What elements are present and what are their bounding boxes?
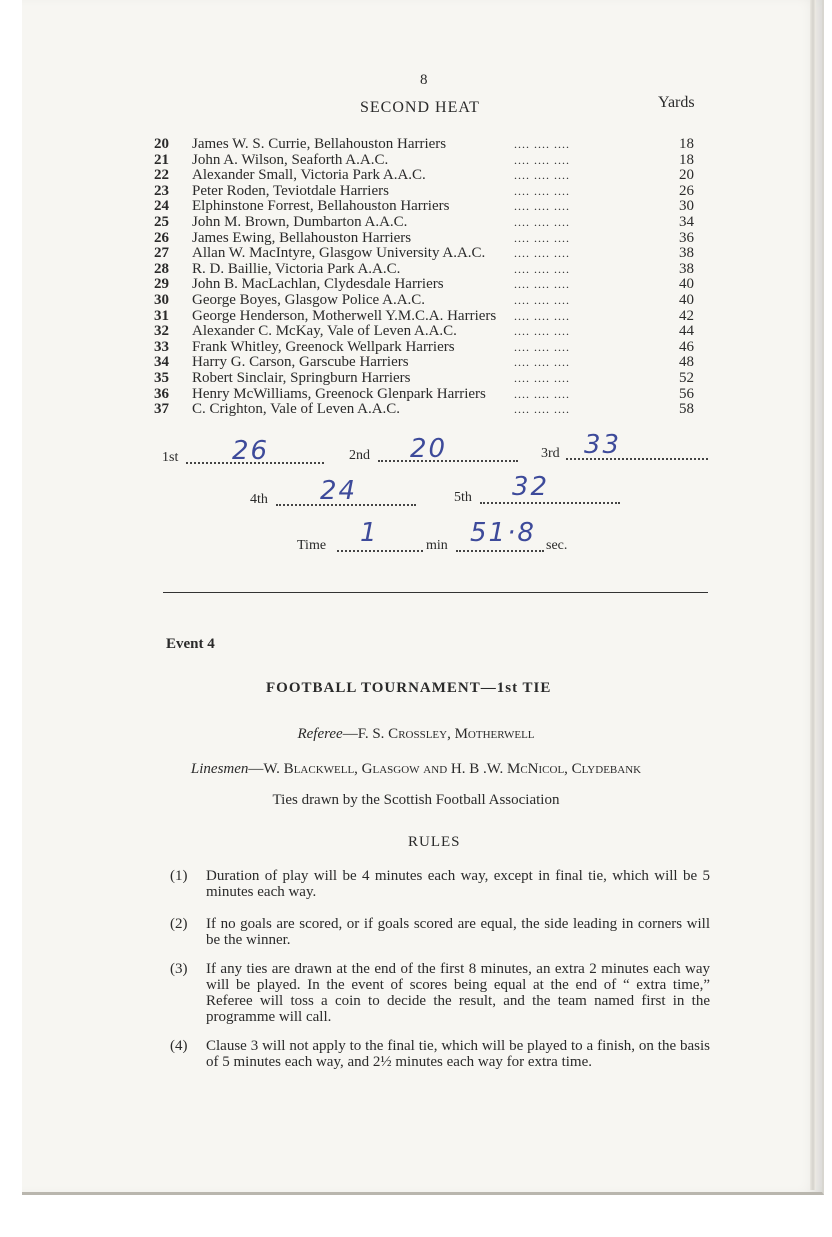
entry-name: Allan W. MacIntyre, Glasgow University A.A.C. — [192, 245, 486, 262]
entry-name: Henry McWilliams, Greenock Glenpark Harriers — [192, 385, 486, 402]
entry-name: Alexander Small, Victoria Park A.A.C. — [192, 167, 426, 184]
minutes-dotline — [337, 550, 423, 552]
entry-number: 28 — [154, 260, 169, 277]
entry-number: 22 — [154, 167, 169, 184]
sec-label: sec. — [546, 538, 568, 553]
rule-text: If any ties are drawn at the end of the first 8 minutes, an extra 2 minutes each way will be played. In the event of scores being equal at the end of “ extra time,” Referee will toss a coin to decide the result, and the team named first in the programme will call. — [206, 961, 710, 1025]
leader-dots: .... .... .... — [514, 137, 570, 151]
leader-dots: .... .... .... — [514, 168, 570, 183]
entry-number: 33 — [154, 338, 169, 355]
fifth-place-value: 32 — [512, 472, 550, 502]
referee-line — [0, 726, 832, 743]
yards-column-header: Yards — [658, 94, 695, 111]
page-fold-shadow — [810, 0, 816, 1190]
minutes-value: 1 — [360, 518, 379, 548]
entry-name: James Ewing, Bellahouston Harriers — [192, 229, 412, 246]
leader-dots: .... .... .... — [514, 402, 570, 417]
entry-yards: 40 — [679, 292, 694, 308]
entry-yards: 38 — [679, 245, 694, 262]
leader-dots: .... .... .... — [514, 199, 570, 214]
leader-dots: .... .... .... — [514, 277, 570, 292]
entry-name: Robert Sinclair, Springburn Harriers — [192, 370, 411, 386]
rule-number: (2) — [170, 916, 188, 932]
entry-yards: 44 — [679, 323, 694, 340]
entry-row — [154, 183, 694, 199]
leader-dots: .... .... .... — [514, 308, 570, 323]
entry-number: 29 — [154, 276, 169, 293]
rule-text: Clause 3 will not apply to the final tie, which will be played to a finish, on the basis of 5 minutes each way, and 2½ minutes each way for extra time. — [206, 1038, 710, 1070]
seconds-dotline — [456, 550, 544, 552]
entry-number: 20 — [154, 136, 169, 152]
entry-row — [154, 152, 694, 168]
fifth-label: 5th — [454, 490, 472, 505]
rule-number: (3) — [170, 961, 188, 977]
leader-dots: .... .... .... — [514, 386, 570, 401]
entry-yards: 42 — [679, 307, 694, 324]
entry-row — [154, 214, 694, 230]
entry-row — [154, 276, 694, 292]
entry-name: C. Crighton, Vale of Leven A.A.C. — [192, 401, 401, 418]
entry-name: Frank Whitley, Greenock Wellpark Harriers — [192, 338, 455, 355]
entry-yards: 18 — [679, 151, 694, 168]
entry-number: 21 — [154, 151, 169, 168]
entry-number: 26 — [154, 229, 169, 246]
rule-number: (1) — [170, 868, 188, 884]
entry-row — [154, 198, 694, 214]
entry-yards: 58 — [679, 401, 694, 418]
second-place-value: 20 — [410, 434, 448, 464]
heat-title: SECOND HEAT — [360, 99, 480, 116]
second-dotline — [378, 460, 518, 462]
entry-number: 36 — [154, 385, 169, 402]
entry-name: George Henderson, Motherwell Y.M.C.A. Harriers — [192, 307, 497, 324]
entry-yards: 20 — [679, 167, 694, 184]
entry-row — [154, 386, 694, 402]
linesmen-label: Linesmen — [190, 761, 249, 777]
leader-dots: .... .... .... — [514, 215, 570, 229]
event-title: FOOTBALL TOURNAMENT—1st TIE — [266, 680, 552, 696]
entry-number: 30 — [154, 292, 169, 308]
entry-name: Elphinstone Forrest, Bellahouston Harriers — [192, 198, 450, 215]
entry-row — [154, 136, 694, 152]
entry-yards: 18 — [679, 136, 694, 152]
event-label: Event 4 — [166, 636, 215, 652]
fifth-dotline — [480, 502, 620, 504]
linesmen-line — [0, 761, 832, 778]
entry-yards: 34 — [679, 214, 694, 230]
section-divider — [163, 592, 708, 593]
entry-row — [154, 245, 694, 261]
entry-row — [154, 339, 694, 355]
third-label: 3rd — [541, 446, 560, 461]
entry-name: George Boyes, Glasgow Police A.A.C. — [192, 292, 426, 308]
rule-text: If no goals are scored, or if goals scored are equal, the side leading in corners will be the winner. — [206, 916, 710, 948]
entry-row — [154, 167, 694, 183]
entry-number: 27 — [154, 245, 169, 262]
entry-name: Harry G. Carson, Garscube Harriers — [192, 354, 409, 371]
rules-title: RULES — [408, 834, 461, 850]
fourth-label: 4th — [250, 492, 268, 507]
entry-row — [154, 230, 694, 246]
second-label: 2nd — [349, 448, 370, 463]
leader-dots: .... .... .... — [514, 355, 570, 370]
entry-number: 34 — [154, 354, 169, 371]
referee-label: Referee — [297, 726, 343, 742]
draw-note: Ties drawn by the Scottish Football Association — [272, 792, 560, 808]
entry-row — [154, 261, 694, 277]
first-place-value: 26 — [232, 436, 270, 466]
entry-yards: 40 — [679, 276, 694, 293]
rule-number: (4) — [170, 1038, 188, 1054]
leader-dots: .... .... .... — [514, 261, 570, 276]
time-label: Time — [297, 538, 327, 553]
entry-name: R. D. Baillie, Victoria Park A.A.C. — [192, 260, 401, 277]
entry-row — [154, 401, 694, 417]
min-label: min — [426, 538, 448, 553]
entry-row — [154, 308, 694, 324]
entry-yards: 36 — [679, 229, 694, 246]
rule-text: Duration of play will be 4 minutes each way, except in final tie, which will be 5 minutes each way. — [206, 868, 710, 900]
entry-row — [154, 370, 694, 386]
leader-dots: .... .... .... — [514, 246, 570, 261]
linesmen-names: —W. Blackwell, Glasgow and H. B .W. McNicol, Clydebank — [248, 761, 642, 777]
entry-row — [154, 323, 694, 339]
entry-row — [154, 354, 694, 370]
leader-dots: .... .... .... — [514, 293, 570, 307]
entry-yards: 46 — [679, 338, 694, 355]
entry-number: 37 — [154, 401, 169, 418]
entry-name: John M. Brown, Dumbarton A.A.C. — [192, 214, 408, 230]
entry-number: 24 — [154, 198, 169, 215]
leader-dots: .... .... .... — [514, 339, 570, 354]
entry-yards: 26 — [679, 182, 694, 199]
leader-dots: .... .... .... — [514, 371, 570, 385]
entry-yards: 38 — [679, 260, 694, 277]
entry-number: 25 — [154, 214, 169, 230]
fourth-place-value: 24 — [320, 476, 358, 506]
entry-name: Alexander C. McKay, Vale of Leven A.A.C. — [192, 323, 457, 340]
third-place-value: 33 — [584, 430, 622, 460]
entry-name: John A. Wilson, Seaforth A.A.C. — [192, 151, 389, 168]
first-label: 1st — [162, 450, 179, 465]
entry-number: 31 — [154, 307, 169, 324]
entry-row — [154, 292, 694, 308]
leader-dots: .... .... .... — [514, 152, 570, 167]
leader-dots: .... .... .... — [514, 324, 570, 339]
entry-yards: 30 — [679, 198, 694, 215]
entry-number: 32 — [154, 323, 169, 340]
page-number: 8 — [420, 72, 428, 88]
entry-name: John B. MacLachlan, Clydesdale Harriers — [192, 276, 444, 293]
entry-number: 23 — [154, 182, 169, 199]
entry-yards: 56 — [679, 385, 694, 402]
leader-dots: .... .... .... — [514, 183, 570, 198]
seconds-value: 51·8 — [470, 518, 536, 548]
referee-name: —F. S. Crossley, Motherwell — [342, 726, 535, 742]
entry-yards: 52 — [679, 370, 694, 386]
entry-name: James W. S. Currie, Bellahouston Harriers — [192, 136, 447, 152]
entry-number: 35 — [154, 370, 169, 386]
entry-name: Peter Roden, Teviotdale Harriers — [192, 182, 389, 199]
entry-yards: 48 — [679, 354, 694, 371]
leader-dots: .... .... .... — [514, 230, 570, 245]
